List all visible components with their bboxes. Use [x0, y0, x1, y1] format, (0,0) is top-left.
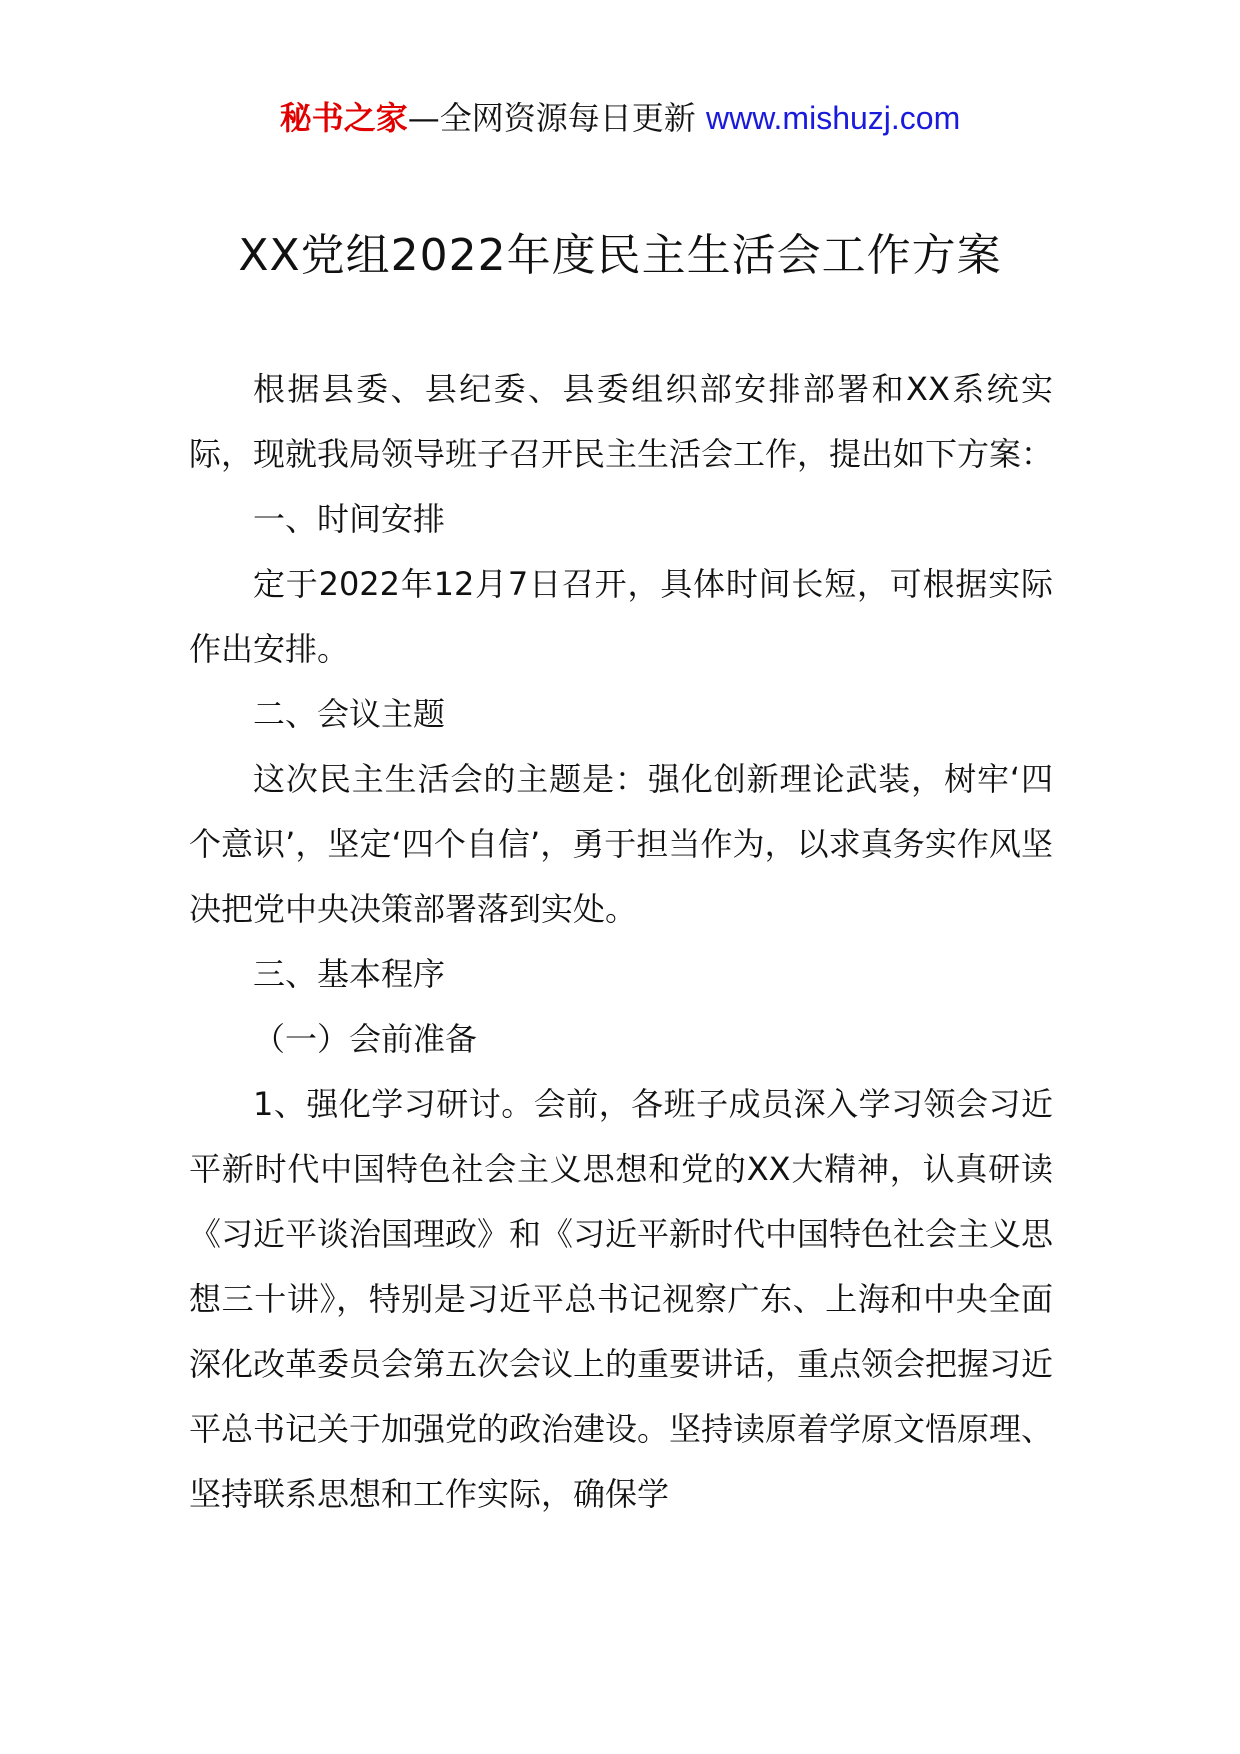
- site-url-link[interactable]: www.mishuzj.com: [705, 100, 961, 136]
- paragraph-theme: 这次民主生活会的主题是：强化创新理论武装，树牢‘四个意识’，坚定‘四个自信’，勇于担当作为，以求真务实作风坚决把党中央决策部署落到实处。: [189, 760, 1053, 928]
- section-heading-procedure: 三、基本程序: [253, 955, 446, 993]
- section-heading-time: 一、时间安排: [253, 500, 446, 538]
- site-tagline: —全网资源每日更新: [407, 99, 706, 137]
- document-title: XX党组2022年度民主生活会工作方案: [238, 230, 1002, 281]
- site-brand: 秘书之家: [279, 99, 408, 137]
- paragraph-intro: 根据县委、县纪委、县委组织部安排部署和XX系统实际，现就我局领导班子召开民主生活会工作，提出如下方案：: [189, 370, 1054, 473]
- section-heading-theme: 二、会议主题: [253, 695, 446, 733]
- site-header: [0, 96, 1240, 140]
- paragraph-study: 1、强化学习研讨。会前，各班子成员深入学习领会习近平新时代中国特色社会主义思想和党的XX大精神，认真研读《习近平谈治国理政》和《习近平新时代中国特色社会主义思想三十讲》，特别是习近平总书记视察广东、上海和中央全面深化改革委员会第五次会议上的重要讲话，重点领会把握习近平总书记关于加强党的政治建设。坚持读原着学原文悟原理、坚持联系思想和工作实际，确保学: [189, 1085, 1054, 1513]
- paragraph-time: 定于2022年12月7日召开，具体时间长短，可根据实际作出安排。: [189, 565, 1053, 668]
- subsection-heading-preparation: （一）会前准备: [253, 1020, 478, 1058]
- document-body: [189, 357, 1053, 1527]
